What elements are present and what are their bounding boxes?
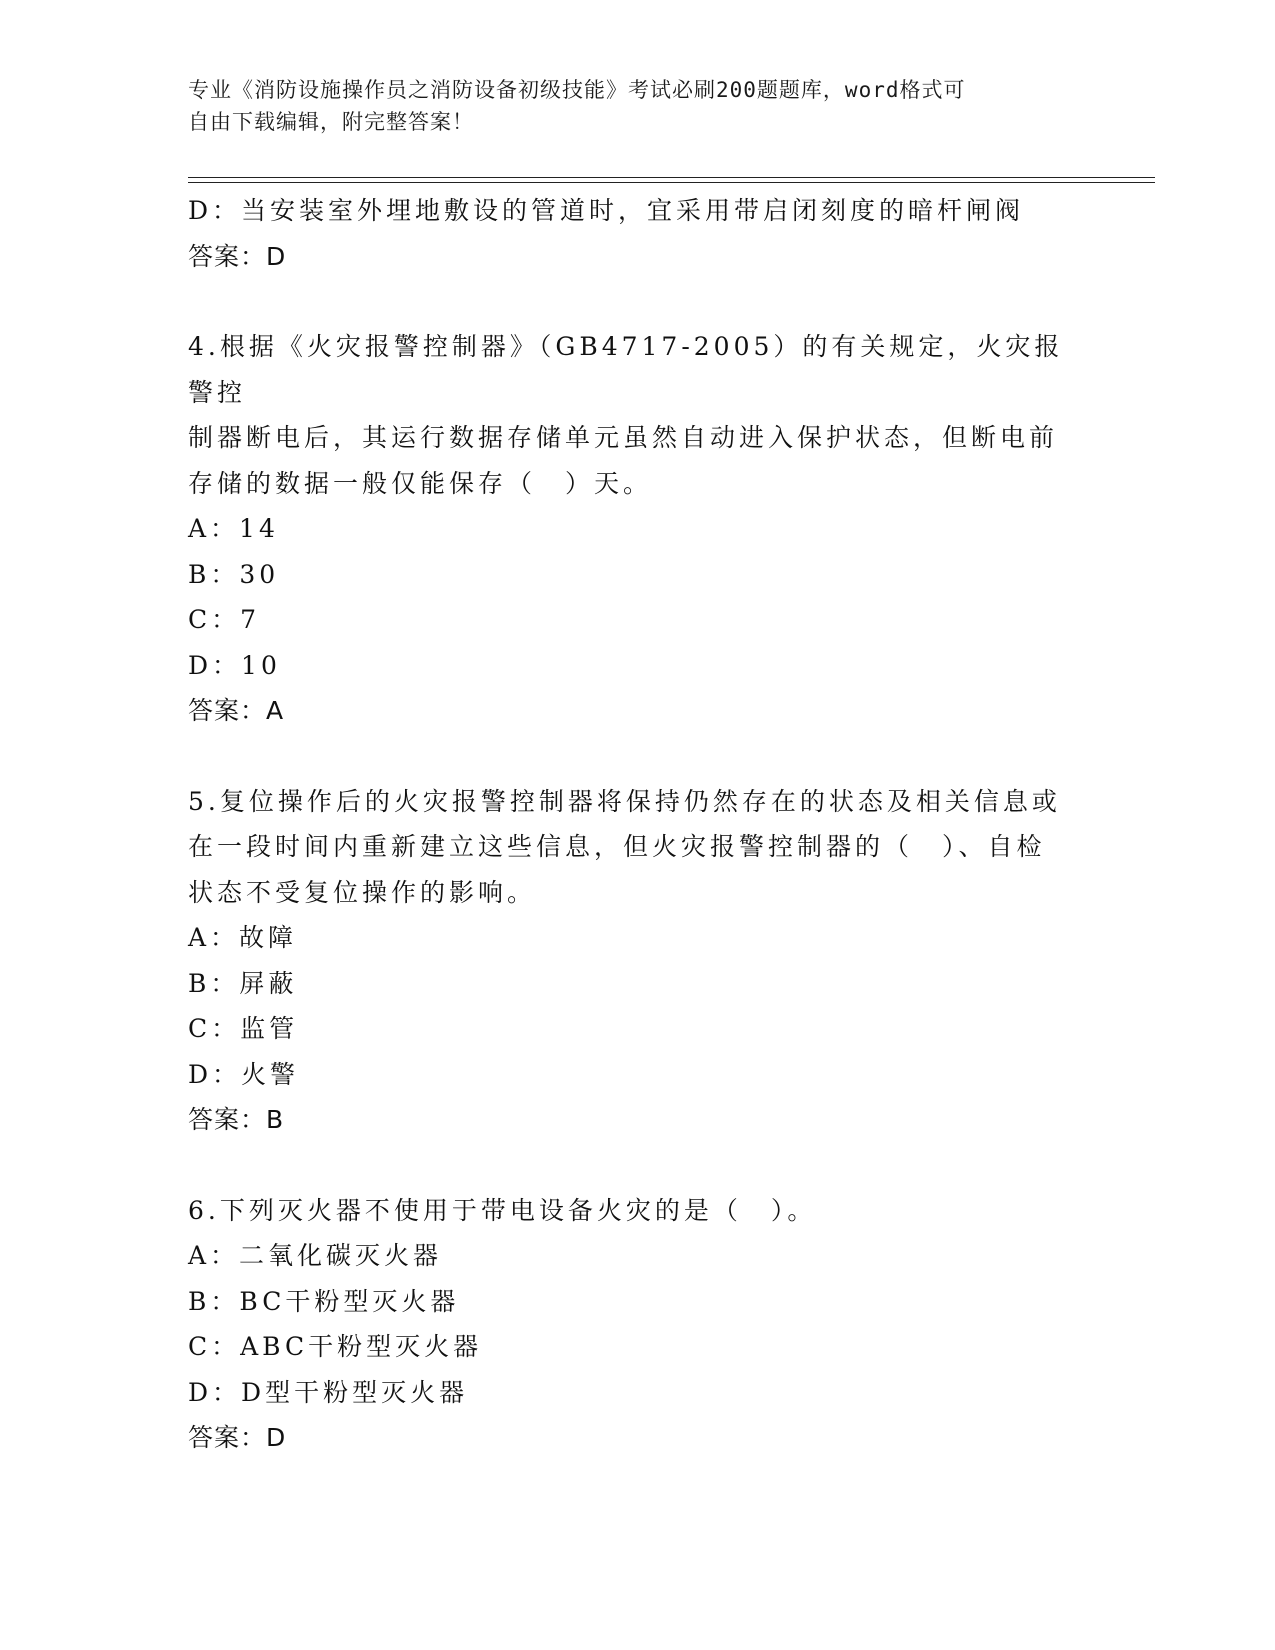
document-header [188,74,1068,138]
question-5-line: 在一段时间内重新建立这些信息，但火灾报警控制器的（ ）、自检 [188,832,1046,861]
header-divider-bottom [188,182,1155,183]
question-5-line: 状态不受复位操作的影响。 [188,877,537,907]
question-4-option-b: B：30 [188,559,280,589]
question-4-line: 4.根据《火灾报警控制器》（GB4717-2005）的有关规定，火灾报警控 [188,332,1064,407]
prev-question-option-d: D：当安装室外埋地敷设的管道时，宜采用带启闭刻度的暗杆闸阀 [188,196,1025,225]
document-body [188,188,1088,1461]
question-4-option-c: C：7 [188,605,261,634]
question-5-text [188,779,1088,916]
question-4-option-d: D：10 [188,650,281,680]
question-6-option-a: A：二氧化碳灭火器 [188,1241,443,1270]
question-6-option-d: D：D型干粉型灭火器 [188,1377,469,1407]
header-line-1: 专业《消防设施操作员之消防设备初级技能》考试必刷200题题库，word格式可 [188,78,966,102]
question-5-option-c: C：监管 [188,1014,299,1043]
question-5 [188,779,1088,1143]
question-4-line: 制器断电后，其运行数据存储单元虽然自动进入保护状态，但断电前 [188,423,1059,452]
header-line-2: 自由下载编辑，附完整答案！ [188,110,474,134]
question-5-option-a: A：故障 [188,923,298,952]
question-5-answer: 答案：B [188,1105,285,1134]
question-6-text [188,1188,1088,1234]
header-divider-top [188,177,1155,178]
question-5-option-b: B：屏蔽 [188,968,298,998]
question-4-answer: 答案：A [188,696,285,725]
question-4-option-a: A：14 [188,514,279,543]
question-5-option-d: D：火警 [188,1059,300,1089]
question-6-option-c: C：ABC干粉型灭火器 [188,1332,483,1361]
question-6 [188,1188,1088,1461]
question-5-line: 5.复位操作后的火灾报警控制器将保持仍然存在的状态及相关信息或 [188,786,1061,816]
question-6-line: 6.下列灭火器不使用于带电设备火灾的是（ ）。 [188,1195,817,1225]
question-4-text [188,324,1088,506]
question-4-line: 存储的数据一般仅能保存（ ）天。 [188,468,653,498]
question-6-option-b: B：BC干粉型灭火器 [188,1286,460,1316]
question-6-answer: 答案：D [188,1423,287,1452]
question-4 [188,324,1088,734]
prev-question-answer: 答案：D [188,241,287,271]
